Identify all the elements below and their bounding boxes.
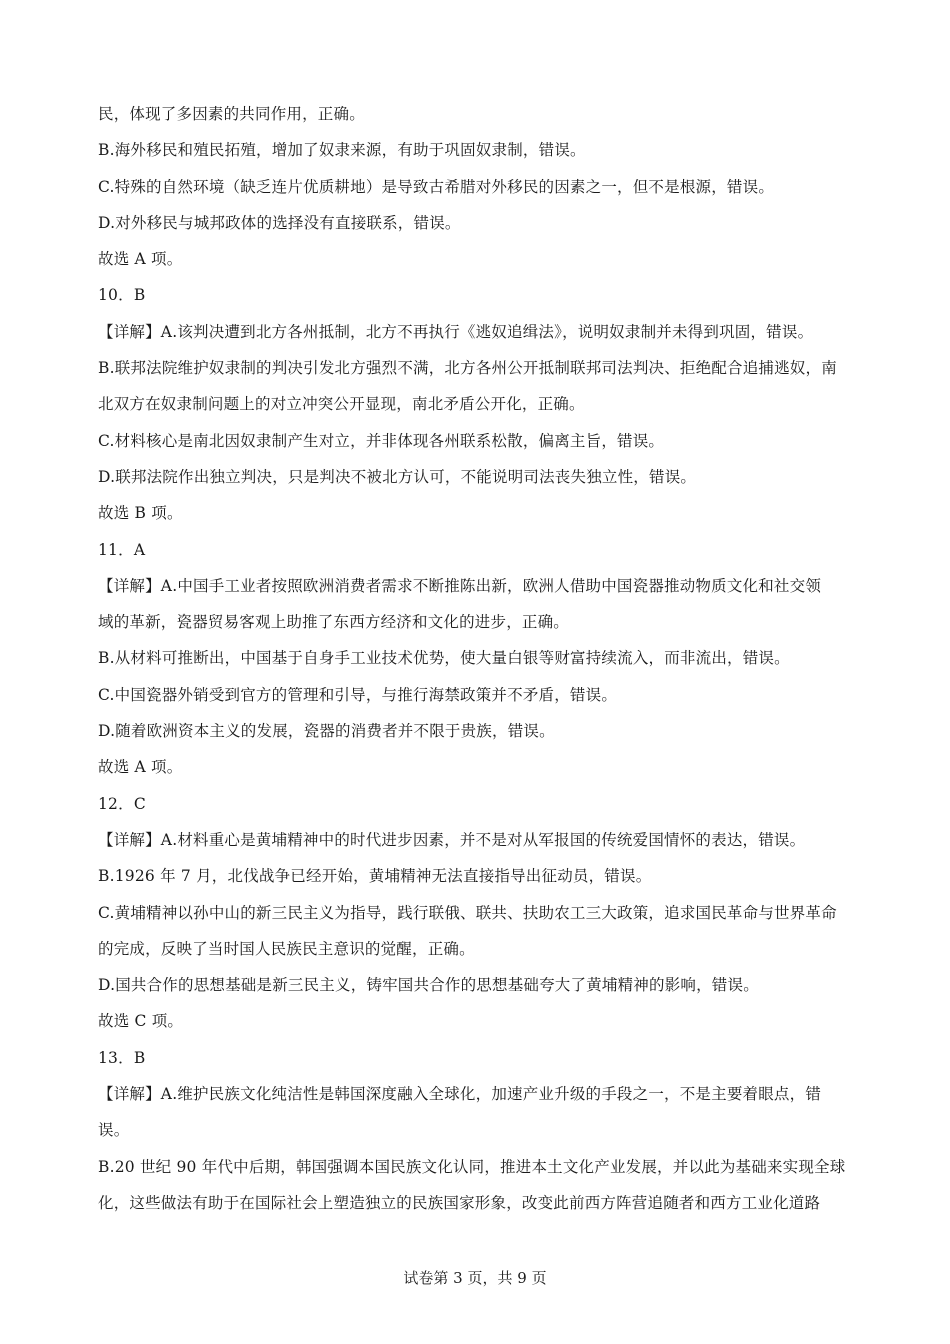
question-number: 12．C [98, 794, 146, 813]
conclusion-line: 故选 A 项。 [98, 758, 183, 777]
text-line: 【详解】A.维护民族文化纯洁性是韩国深度融入全球化，加速产业升级的手段之一，不是主要着眼点，错 [98, 1085, 822, 1104]
text-line: C.材料核心是南北因奴隶制产生对立，并非体现各州联系松散，偏离主旨，错误。 [98, 431, 665, 450]
text-line: 北双方在奴隶制问题上的对立冲突公开显现，南北矛盾公开化，正确。 [98, 395, 585, 414]
text-line: 【详解】A.材料重心是黄埔精神中的时代进步因素，并不是对从军报国的传统爱国情怀的表达，错误。 [98, 830, 806, 849]
conclusion-line: 故选 A 项。 [98, 250, 183, 269]
answer-explanations [98, 96, 858, 1221]
text-line: B.从材料可推断出，中国基于自身手工业技术优势，使大量白银等财富持续流入，而非流出，错误。 [98, 649, 790, 668]
text-line: 【详解】A.该判决遭到北方各州抵制，北方不再执行《逃奴追缉法》，说明奴隶制并未得到巩固，错误。 [98, 322, 814, 341]
text-line: C.特殊的自然环境（缺乏连片优质耕地）是导致古希腊对外移民的因素之一，但不是根源，错误。 [98, 177, 775, 196]
text-line: C.黄埔精神以孙中山的新三民主义为指导，践行联俄、联共、扶助农工三大政策，追求国民革命与世界革命 [98, 903, 837, 922]
conclusion-line: 故选 C 项。 [98, 1012, 184, 1031]
text-line: C.中国瓷器外销受到官方的管理和引导，与推行海禁政策并不矛盾，错误。 [98, 685, 618, 704]
text-line: D.联邦法院作出独立判决，只是判决不被北方认可，不能说明司法丧失独立性，错误。 [98, 467, 697, 486]
text-line: D.随着欧洲资本主义的发展，瓷器的消费者并不限于贵族，错误。 [98, 722, 555, 741]
text-line: B.海外移民和殖民拓殖，增加了奴隶来源，有助于巩固奴隶制，错误。 [98, 141, 586, 160]
text-line: 域的革新，瓷器贸易客观上助推了东西方经济和文化的进步，正确。 [98, 613, 570, 632]
text-line: D.对外移民与城邦政体的选择没有直接联系，错误。 [98, 213, 461, 232]
text-line: D.国共合作的思想基础是新三民主义，铸牢国共合作的思想基础夸大了黄埔精神的影响，错误。 [98, 976, 759, 995]
page-footer: 试卷第 3 页，共 9 页 [403, 1269, 547, 1287]
text-line: 民，体现了多因素的共同作用，正确。 [98, 105, 365, 123]
text-line: 【详解】A.中国手工业者按照欧洲消费者需求不断推陈出新，欧洲人借助中国瓷器推动物质文化和社交领 [98, 576, 822, 595]
conclusion-line: 故选 B 项。 [98, 504, 183, 523]
text-line: 化，这些做法有助于在国际社会上塑造独立的民族国家形象，改变此前西方阵营追随者和西方工业化道路 [98, 1193, 821, 1212]
question-number: 11．A [98, 540, 146, 559]
text-line: B.联邦法院维护奴隶制的判决引发北方强烈不满，北方各州公开抵制联邦司法判决、拒绝配合追捕逃奴，南 [98, 359, 837, 378]
text-line: B.1926 年 7 月，北伐战争已经开始，黄埔精神无法直接指导出征动员，错误。 [98, 867, 652, 886]
question-number: 13．B [98, 1048, 146, 1067]
text-line: 误。 [98, 1121, 130, 1140]
text-line: 的完成，反映了当时国人民族民主意识的觉醒，正确。 [98, 939, 475, 958]
question-number: 10．B [98, 286, 146, 305]
text-line: B.20 世纪 90 年代中后期，韩国强调本国民族文化认同，推进本土文化产业发展，并以此为基础来实现全球 [98, 1157, 846, 1176]
